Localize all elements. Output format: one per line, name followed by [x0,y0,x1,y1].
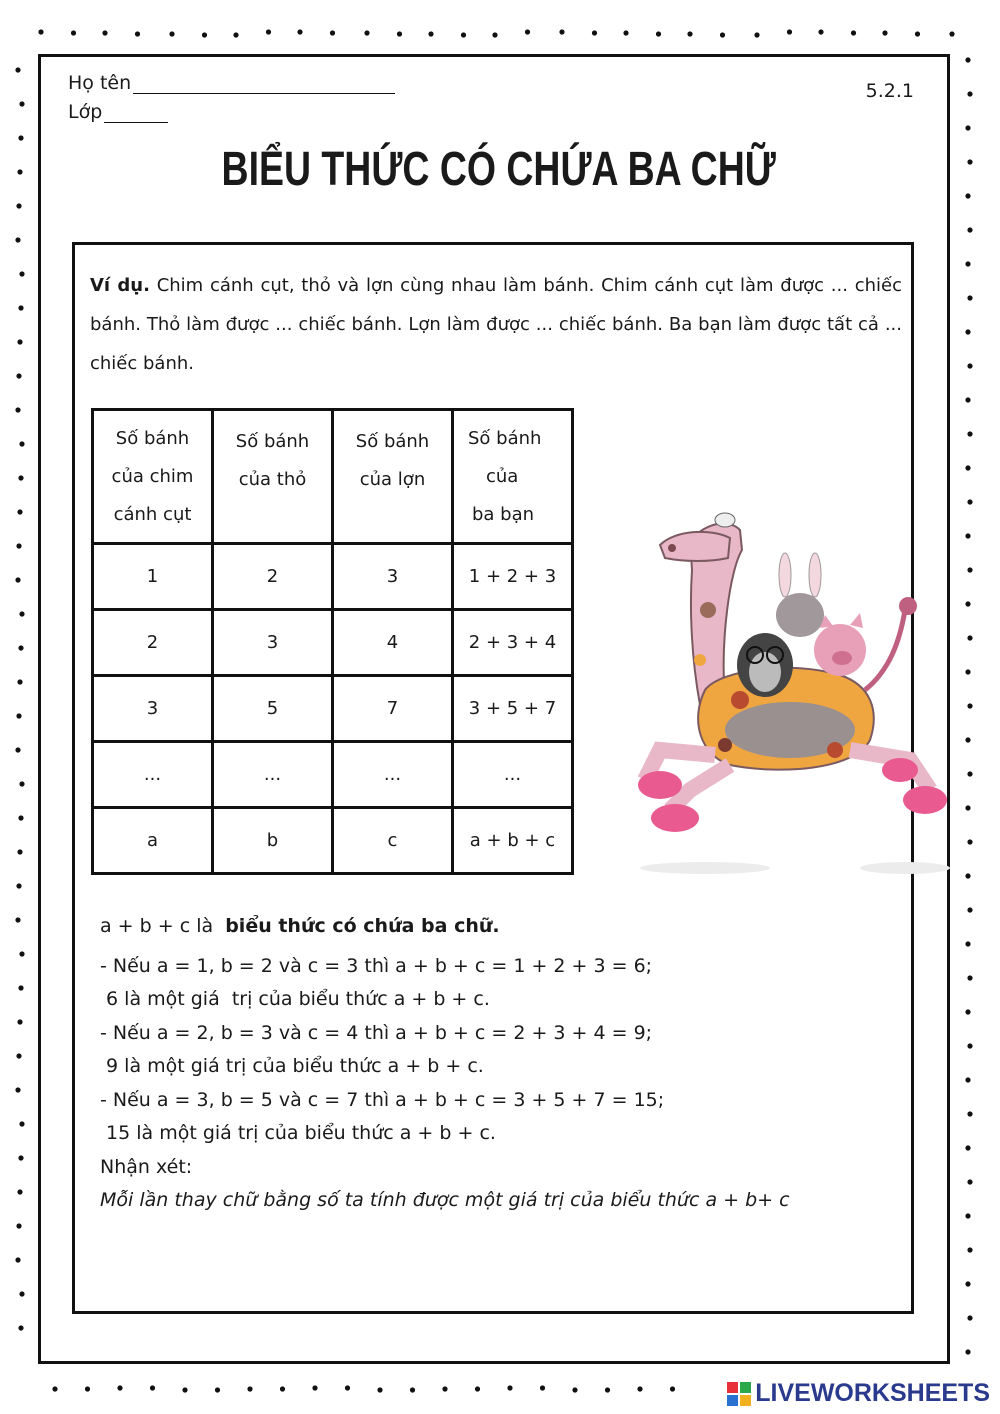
table-row [93,742,573,808]
border-dot [15,577,20,582]
border-dot [965,465,970,470]
border-dot [967,771,972,776]
border-dot [17,849,22,854]
header-cell: Số bánh của thỏ [213,410,333,544]
border-dot [19,611,24,616]
header-cell: Số bánh của lợn [333,410,453,544]
border-dot [266,29,271,34]
table-cell: c [333,808,453,874]
border-dot [967,567,972,572]
table-header-row [93,410,573,544]
border-dot [17,679,22,684]
table-cell: 5 [213,676,333,742]
border-dot [117,1385,122,1390]
intro-line: a + b + c là biểu thức có chứa ba chữ. [100,915,500,937]
table-cell: a + b + c [453,808,573,874]
table-cell: 2 [213,544,333,610]
border-dot [965,329,970,334]
explanation-line: 15 là một giá trị của biểu thức a + b + c. [100,1122,496,1144]
border-dot [428,31,433,36]
border-dot [345,1385,350,1390]
border-dot [280,1386,285,1391]
border-dot [754,32,759,37]
border-dot [18,475,23,480]
liveworksheets-logo[interactable] [727,1379,990,1408]
border-dot [19,1291,24,1296]
table-cell: 1 + 2 + 3 [453,544,573,610]
explanation-section [100,910,790,1218]
border-dot [182,1387,187,1392]
border-dot [965,669,970,674]
border-dot [605,1387,610,1392]
border-dot [16,1223,21,1228]
name-field[interactable] [68,72,395,94]
border-dot [967,975,972,980]
table-cell: ... [333,742,453,808]
border-dot [18,815,23,820]
class-label: Lớp [68,101,103,123]
cakes-table [91,408,574,875]
border-dot [882,30,887,35]
border-dot [572,1387,577,1392]
border-dot [592,30,597,35]
border-dot [18,135,23,140]
border-dot [15,1087,20,1092]
class-field[interactable] [68,101,168,123]
border-dot [461,32,466,37]
border-dot [19,101,24,106]
border-dot [967,1247,972,1252]
border-dot [19,271,24,276]
border-dot [967,1043,972,1048]
border-dot [16,883,21,888]
border-dot [410,1387,415,1392]
border-dot [71,30,76,35]
explanation-line: 6 là một giá trị của biểu thức a + b + c. [100,988,490,1010]
border-dot [38,29,43,34]
border-dot [967,159,972,164]
border-dot [965,1009,970,1014]
border-dot [364,30,369,35]
table-cell: ... [93,742,213,808]
border-dot [17,169,22,174]
border-dot [15,1257,20,1262]
remark-text: Mỗi lần thay chữ bằng số ta tính được một giá trị của biểu thức a + b+ c [100,1189,790,1211]
border-dot [18,1325,23,1330]
explanation-line: - Nếu a = 2, b = 3 và c = 4 thì a + b + c = 2 + 3 + 4 = 9; [100,1021,653,1044]
example-paragraph [90,266,902,383]
border-dot [18,645,23,650]
table-cell: 3 [93,676,213,742]
table-cell: ... [213,742,333,808]
border-dot [202,32,207,37]
border-dot [135,31,140,36]
border-dot [312,1385,317,1390]
border-dot [670,1386,675,1391]
border-dot [967,907,972,912]
border-dot [965,125,970,130]
border-dot [967,839,972,844]
border-dot [851,30,856,35]
explanation-line: - Nếu a = 3, b = 5 và c = 7 thì a + b + c = 3 + 5 + 7 = 15; [100,1088,665,1111]
remark-label: Nhận xét: [100,1155,193,1178]
border-dot [787,29,792,34]
border-dot [965,601,970,606]
border-dot [915,31,920,36]
border-dot [475,1386,480,1391]
border-dot [169,31,174,36]
border-dot [17,339,22,344]
border-dot [16,713,21,718]
border-dot [330,30,335,35]
table-row [93,610,573,676]
border-dot [965,805,970,810]
border-dot [967,499,972,504]
border-dot [18,1155,23,1160]
border-dot [492,32,497,37]
table-row [93,544,573,610]
border-dot [16,203,21,208]
border-dot [656,31,661,36]
class-blank[interactable] [104,104,168,123]
border-dot [818,29,823,34]
border-dot [247,1386,252,1391]
page-title: BIỂU THỨC CÓ CHỨA BA CHỮ [221,143,776,196]
border-dot [720,32,725,37]
border-dot [15,747,20,752]
border-dot [965,737,970,742]
border-dot [965,873,970,878]
border-dot [965,261,970,266]
border-dot [15,917,20,922]
border-dot [19,441,24,446]
table-cell: 1 [93,544,213,610]
border-dot [15,237,20,242]
border-dot [16,373,21,378]
border-dot [967,227,972,232]
border-dot [967,1179,972,1184]
border-dot [377,1387,382,1392]
border-dot [85,1386,90,1391]
table-cell: ... [453,742,573,808]
header-cell: Số bánh của ba bạn [453,410,573,544]
border-dot [967,1315,972,1320]
example-label: Ví dụ. [90,275,150,296]
border-dot [15,67,20,72]
lesson-code: 5.2.1 [865,80,914,102]
border-dot [965,1281,970,1286]
border-dot [967,363,972,368]
border-dot [19,781,24,786]
border-dot [525,29,530,34]
border-dot [967,431,972,436]
border-dot [965,1213,970,1218]
table-cell: 4 [333,610,453,676]
border-dot [17,509,22,514]
table-cell: 2 [93,610,213,676]
border-dot [687,31,692,36]
explanation-line: 9 là một giá trị của biểu thức a + b + c. [100,1055,484,1077]
explanation-line: - Nếu a = 1, b = 2 và c = 3 thì a + b + c = 1 + 2 + 3 = 6; [100,954,653,977]
animals-illustration [630,500,960,880]
table-cell: b [213,808,333,874]
border-dot [967,635,972,640]
border-dot [18,305,23,310]
table-cell: 7 [333,676,453,742]
border-dot [965,57,970,62]
border-dot [19,951,24,956]
border-dot [102,30,107,35]
border-dot [297,29,302,34]
border-dot [19,1121,24,1126]
border-dot [623,30,628,35]
border-dot [559,29,564,34]
border-dot [17,1189,22,1194]
table-cell: 3 [333,544,453,610]
border-dot [507,1385,512,1390]
header-cell: Số bánh của chim cánh cụt [93,410,213,544]
border-dot [967,91,972,96]
liveworksheets-icon [727,1382,751,1406]
table-cell: 2 + 3 + 4 [453,610,573,676]
border-dot [52,1386,57,1391]
table-cell: 3 + 5 + 7 [453,676,573,742]
border-dot [15,407,20,412]
name-label: Họ tên [68,72,132,94]
border-dot [215,1387,220,1392]
border-dot [233,32,238,37]
border-dot [965,1077,970,1082]
table-cell: 3 [213,610,333,676]
border-dot [17,1019,22,1024]
border-dot [949,31,954,36]
border-dot [965,941,970,946]
border-dot [150,1385,155,1390]
border-dot [540,1385,545,1390]
table-cell: a [93,808,213,874]
border-dot [965,193,970,198]
name-blank[interactable] [133,75,395,94]
table-row [93,676,573,742]
border-dot [967,295,972,300]
border-dot [965,533,970,538]
border-dot [965,1145,970,1150]
example-text: Chim cánh cụt, thỏ và lợn cùng nhau làm bánh. Chim cánh cụt làm được ... chiếc bánh. Thỏ làm được ... chiếc bánh. Lợn làm được ... chiếc bánh. Ba bạn làm được tất cả ... chiếc bánh. [90,275,902,374]
brand-name: LIVEWORKSHEETS [755,1379,990,1407]
border-dot [16,1053,21,1058]
border-dot [967,1111,972,1116]
border-dot [16,543,21,548]
border-dot [637,1386,642,1391]
border-dot [967,703,972,708]
table-row [93,808,573,874]
border-dot [965,397,970,402]
border-dot [397,31,402,36]
border-dot [18,985,23,990]
border-dot [442,1386,447,1391]
border-dot [965,1349,970,1354]
